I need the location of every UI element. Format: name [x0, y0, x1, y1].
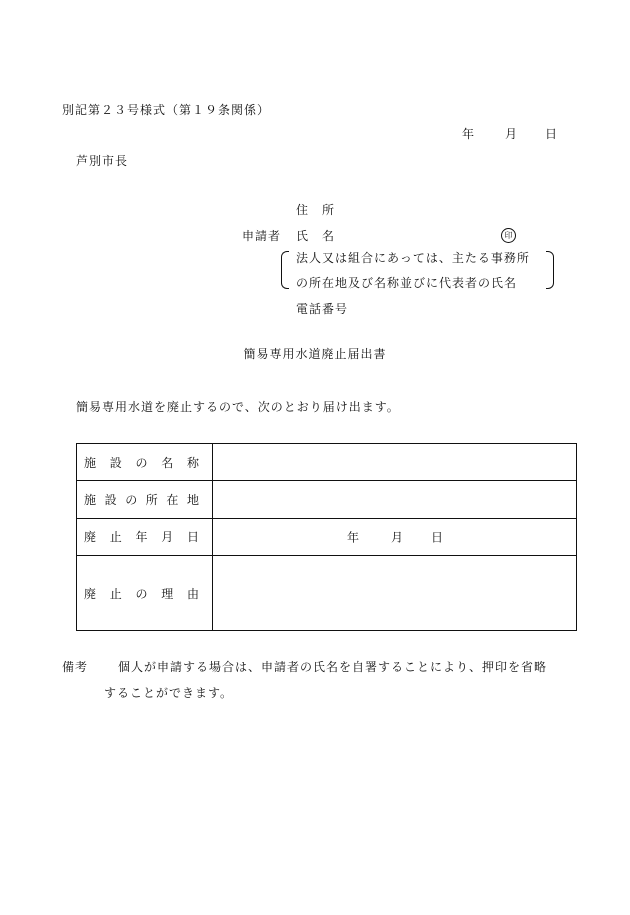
note-line1: 個人が申請する場合は、申請者の氏名を自署することにより、押印を省略: [118, 660, 548, 674]
facility-location-label: 施 設 の 所 在 地: [77, 481, 213, 518]
statement: 簡易専用水道を廃止するので、次のとおり届け出ます。: [76, 400, 400, 414]
abolition-reason-field[interactable]: [213, 556, 577, 631]
corporate-note-line2: の所在地及び名称並びに代表者の氏名: [296, 276, 518, 290]
facility-name-label: 施 設 の 名 称: [77, 444, 213, 481]
table-row: [77, 556, 577, 631]
abolition-date-month: 月: [391, 530, 404, 545]
seal-mark: 印: [501, 228, 516, 243]
facility-table: [76, 443, 577, 631]
addressee: 芦別市長: [76, 154, 129, 168]
abolition-date-day: 日: [431, 530, 444, 545]
abolition-date-field[interactable]: [213, 518, 577, 555]
header-date-day: 日: [545, 127, 558, 141]
form-number: 別記第２３号様式（第１９条関係）: [62, 103, 271, 117]
abolition-date-year: 年: [347, 530, 360, 545]
address-label: 住 所: [296, 203, 336, 217]
header-date-year: 年: [462, 127, 475, 141]
document-title: 簡易専用水道廃止届出書: [243, 347, 387, 361]
facility-location-field[interactable]: [213, 481, 577, 518]
bracket-left: [281, 251, 289, 289]
header-date-month: 月: [505, 127, 518, 141]
note-line2: することができます。: [104, 686, 234, 700]
facility-name-field[interactable]: [213, 444, 577, 481]
table-row: [77, 518, 577, 555]
note-heading: 備考: [62, 660, 89, 674]
abolition-reason-label: 廃 止 の 理 由: [77, 556, 213, 631]
abolition-date-label: 廃 止 年 月 日: [77, 518, 213, 555]
table-row: [77, 444, 577, 481]
name-label: 氏 名: [296, 229, 336, 243]
phone-label: 電話番号: [296, 302, 349, 316]
table-row: [77, 481, 577, 518]
bracket-right: [546, 251, 554, 289]
applicant-label: 申請者: [242, 229, 282, 243]
corporate-note-line1: 法人又は組合にあっては、主たる事務所: [296, 251, 530, 265]
